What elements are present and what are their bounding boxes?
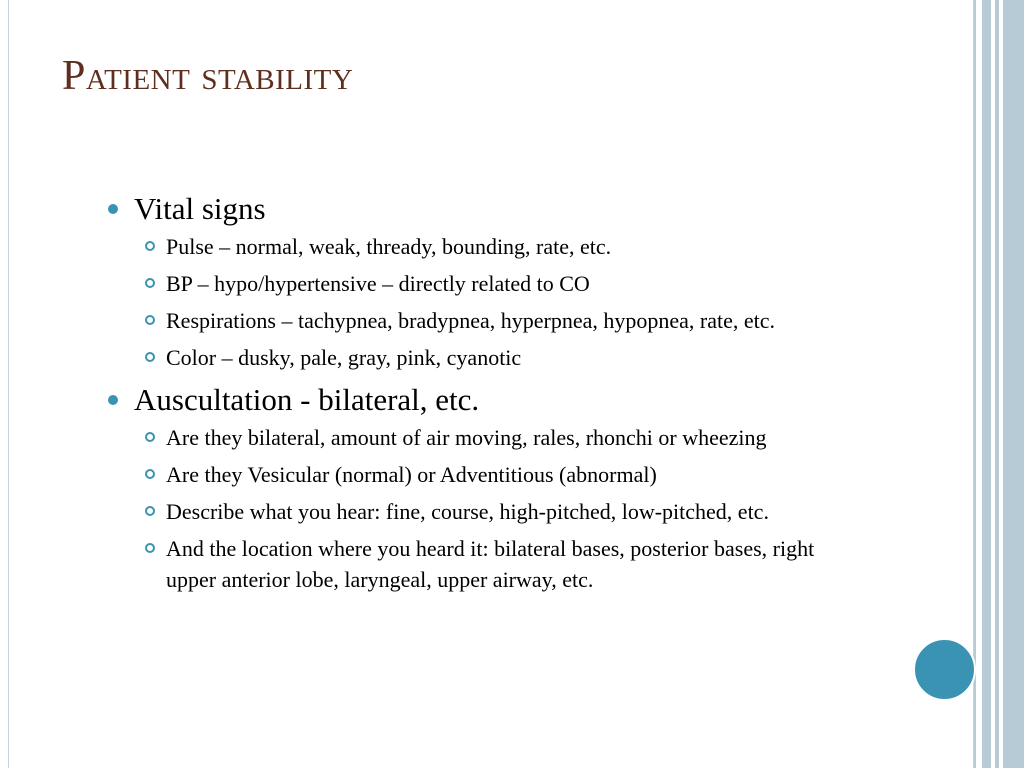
decorative-stripes xyxy=(974,0,1024,768)
sub-bullet-item xyxy=(142,496,868,527)
sub-bullet-list xyxy=(142,231,868,373)
sub-bullet-text: Color – dusky, pale, gray, pink, cyanotic xyxy=(166,345,522,370)
ring-bullet-icon xyxy=(145,543,155,553)
sub-bullet-item xyxy=(142,533,868,595)
stripe xyxy=(995,0,999,768)
sub-bullet-text: Describe what you hear: fine, course, high-pitched, low-pitched, etc. xyxy=(166,499,769,524)
stripe xyxy=(1003,0,1024,768)
sub-bullet-text: BP – hypo/hypertensive – directly related to CO xyxy=(166,271,590,296)
bullet-list xyxy=(108,190,868,595)
sub-bullet-text: Are they Vesicular (normal) or Adventitious (abnormal) xyxy=(166,462,657,487)
stripe xyxy=(982,0,991,768)
ring-bullet-icon xyxy=(145,352,155,362)
ring-bullet-icon xyxy=(145,432,155,442)
ring-bullet-icon xyxy=(145,315,155,325)
sub-bullet-item xyxy=(142,342,868,373)
bullet-dot-icon xyxy=(108,395,118,405)
ring-bullet-icon xyxy=(145,469,155,479)
ring-bullet-icon xyxy=(145,506,155,516)
sub-bullet-item xyxy=(142,231,868,262)
bullet-vital-signs xyxy=(108,190,868,373)
decorative-circle xyxy=(913,638,976,701)
ring-bullet-icon xyxy=(145,278,155,288)
ring-bullet-icon xyxy=(145,241,155,251)
sub-bullet-text: Are they bilateral, amount of air moving, rales, rhonchi or wheezing xyxy=(166,425,767,450)
slide-content xyxy=(108,190,868,603)
bullet-text: Vital signs xyxy=(134,191,266,226)
bullet-text: Auscultation - bilateral, etc. xyxy=(134,382,480,417)
bullet-dot-icon xyxy=(108,204,118,214)
stripe xyxy=(974,0,976,768)
sub-bullet-item xyxy=(142,305,868,336)
bullet-auscultation xyxy=(108,381,868,595)
slide-title: Patient stability xyxy=(62,53,354,99)
sub-bullet-list xyxy=(142,422,868,595)
sub-bullet-item xyxy=(142,422,868,453)
sub-bullet-text: And the location where you heard it: bilateral bases, posterior bases, right upper anterior lobe, laryngeal, upper airway, etc. xyxy=(166,536,815,592)
sub-bullet-text: Respirations – tachypnea, bradypnea, hyperpnea, hypopnea, rate, etc. xyxy=(166,308,776,333)
sub-bullet-item xyxy=(142,268,868,299)
sub-bullet-item xyxy=(142,459,868,490)
sub-bullet-text: Pulse – normal, weak, thready, bounding, rate, etc. xyxy=(166,234,612,259)
